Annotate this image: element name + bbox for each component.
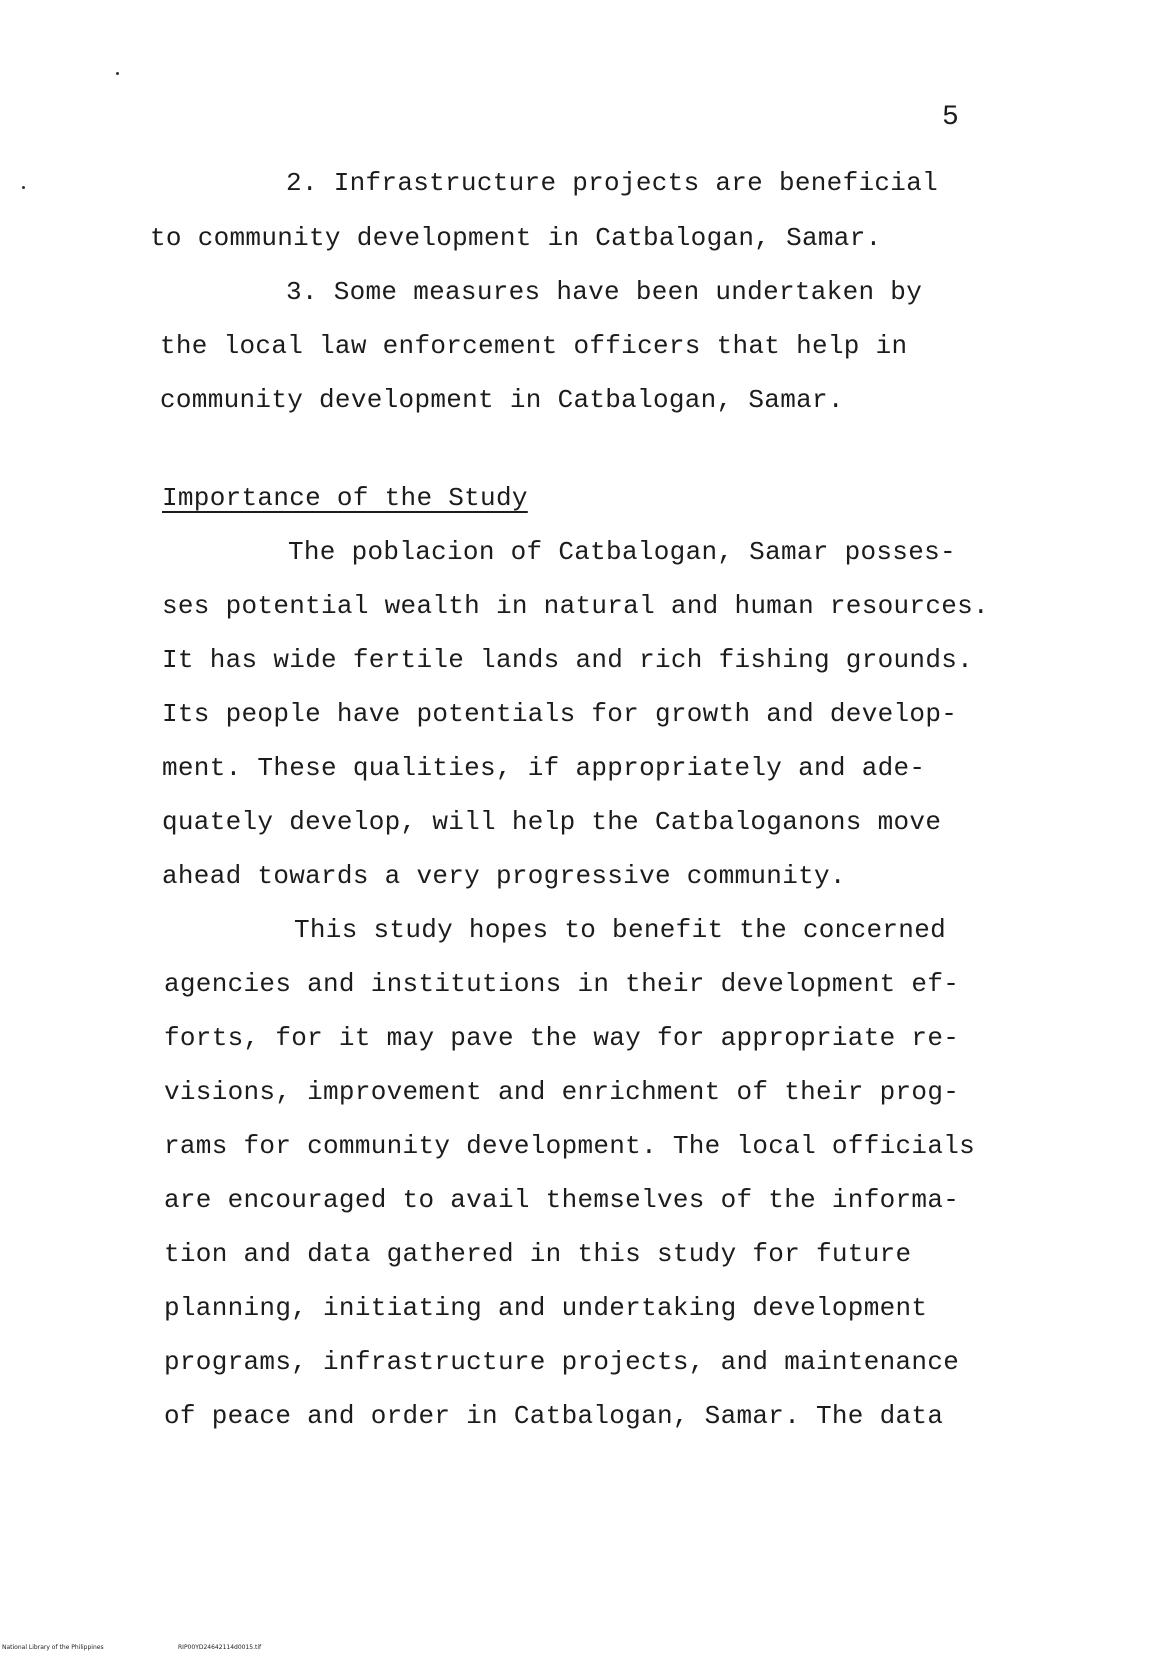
paragraph-line: agencies and institutions in their development ef-	[164, 969, 960, 999]
footer-library-label: National Library of the Philippines	[2, 1644, 104, 1651]
paragraph-line: visions, improvement and enrichment of their prog-	[164, 1077, 960, 1107]
hypothesis-line: community development in Catbalogan, Samar.	[160, 385, 844, 415]
paragraph-line: of peace and order in Catbalogan, Samar. The data	[164, 1401, 944, 1431]
paragraph-line: planning, initiating and undertaking development	[164, 1293, 928, 1323]
hypothesis-line: to community development in Catbalogan, Samar.	[150, 223, 882, 253]
hypothesis-line: 2. Infrastructure projects are beneficial	[286, 168, 939, 198]
paragraph-line: Its people have potentials for growth and develop-	[162, 699, 958, 729]
paragraph-line: ses potential wealth in natural and human resources.	[162, 591, 989, 621]
page-number: 5	[942, 102, 959, 133]
hypothesis-line: the local law enforcement officers that help in	[160, 331, 908, 361]
paragraph-line: are encouraged to avail themselves of the informa-	[164, 1185, 960, 1215]
paragraph-line: forts, for it may pave the way for appropriate re-	[164, 1023, 960, 1053]
paragraph-line: It has wide fertile lands and rich fishing grounds.	[162, 645, 974, 675]
scan-speck	[116, 72, 119, 75]
paragraph-line: rams for community development. The local officials	[164, 1131, 976, 1161]
paragraph-line: ment. These qualities, if appropriately and ade-	[162, 753, 926, 783]
paragraph-line: programs, infrastructure projects, and maintenance	[164, 1347, 960, 1377]
scan-speck	[22, 186, 25, 189]
paragraph-line: quately develop, will help the Catbaloganons move	[162, 807, 942, 837]
paragraph-line: The poblacion of Catbalogan, Samar posses-	[288, 537, 956, 567]
paragraph-line: This study hopes to benefit the concerned	[294, 915, 947, 945]
paragraph-line: tion and data gathered in this study for future	[164, 1239, 912, 1269]
hypothesis-line: 3. Some measures have been undertaken by	[286, 277, 923, 307]
paragraph-line: ahead towards a very progressive community.	[162, 861, 846, 891]
footer-file-id: RIP00YD24642114d0015.tif	[178, 1644, 262, 1651]
section-heading: Importance of the Study	[162, 483, 528, 513]
